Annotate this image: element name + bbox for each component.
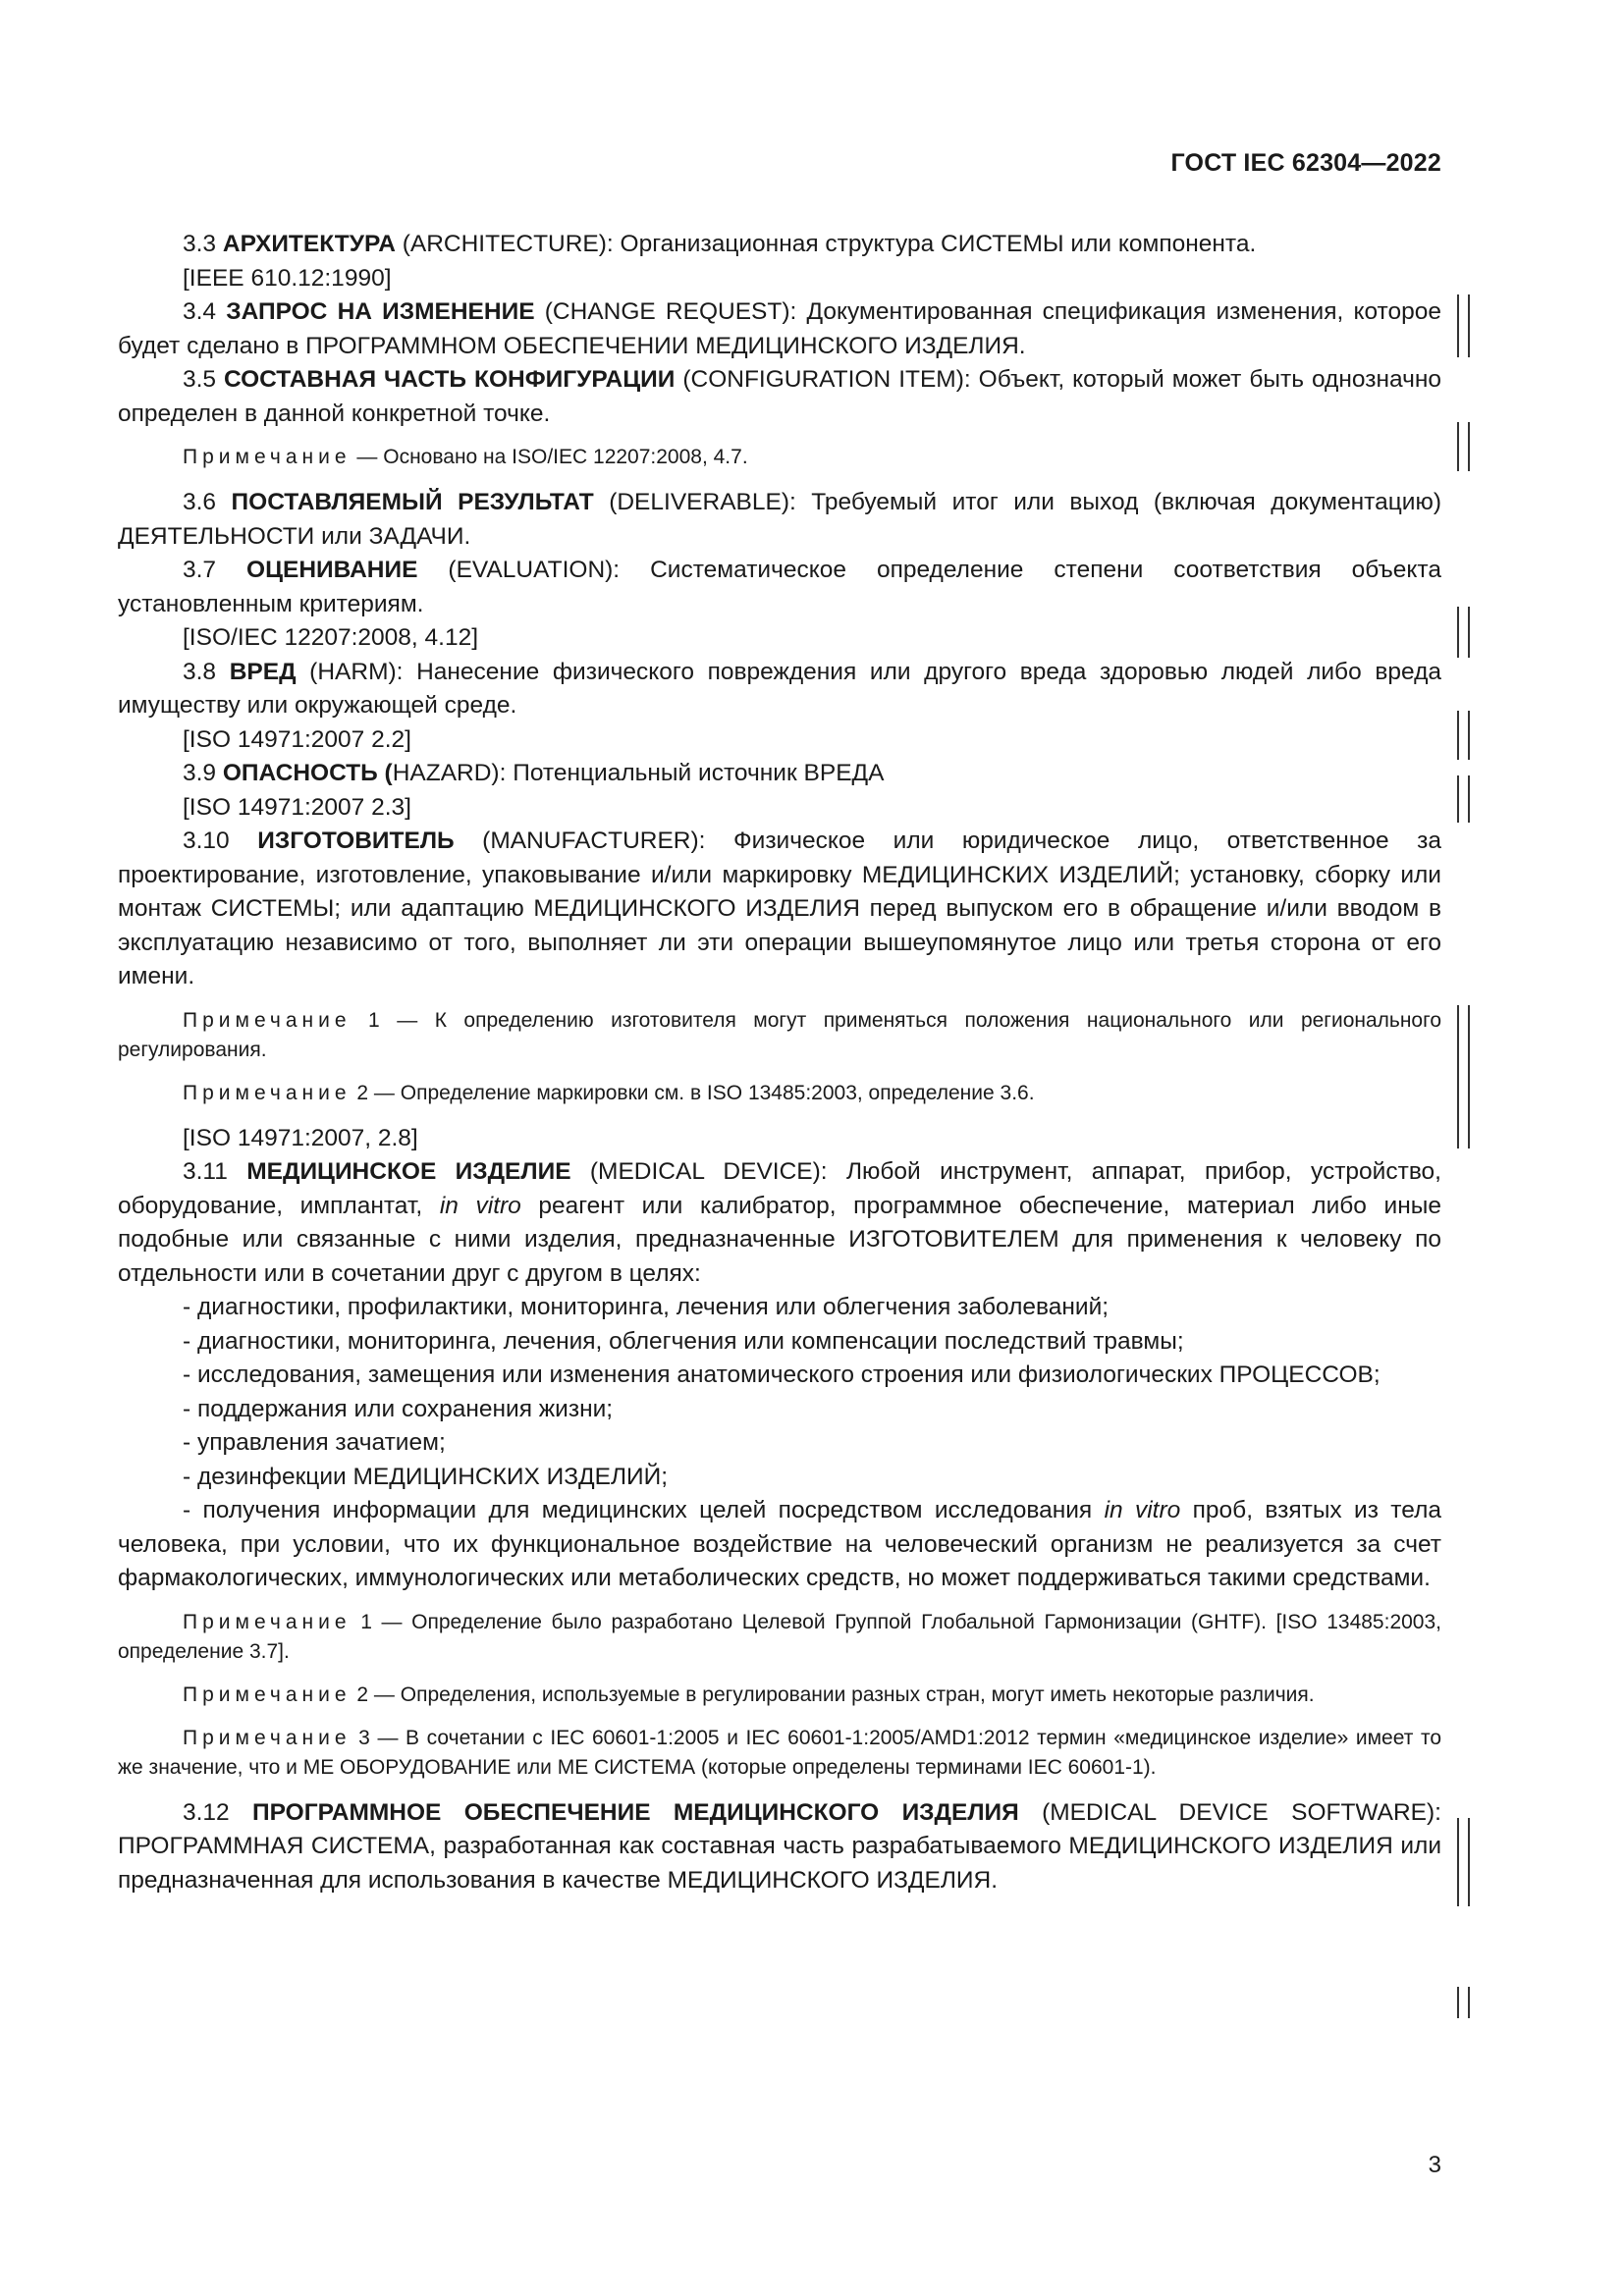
change-bar [1457,711,1470,760]
note-text: 1 — К определению изготовителя могут применяться положения национального или регионального регулирования. [118,1008,1441,1061]
term-title: ОЦЕНИВАНИЕ [246,557,418,583]
note-label: Примечание [183,1081,352,1104]
list-item: - диагностики, профилактики, мониторинга, лечения или облегчения заболеваний; [183,1294,1110,1320]
term-definition: (HARM): Нанесение физического повреждения или другого вреда здоровью людей либо вреда имуществу или окружающей среде. [118,658,1441,719]
term-3-5 [118,363,1441,431]
term-3-10 [118,825,1441,994]
note-text: — Основано на ISO/IEC 12207:2008, 4.7. [351,446,748,468]
term-number: 3.5 [183,366,225,393]
italic-term: in vitro [1104,1497,1181,1523]
reference-3-8: [ISO 14971:2007 2.2] [183,725,411,753]
term-3-9 [118,757,1441,791]
list-item: - диагностики, мониторинга, лечения, облегчения или компенсации последствий травмы; [183,1327,1184,1355]
term-number: 3.12 [183,1798,253,1826]
term-number: 3.10 [183,828,258,854]
term-3-4 [118,295,1441,363]
term-definition: HAZARD): Потенциальный источник ВРЕДА [392,760,885,786]
document-number-header: ГОСТ IEC 62304—2022 [1170,149,1441,177]
term-definition: (ARCHITECTURE): Организационная структура СИСТЕМЫ или компонента. [395,231,1257,257]
page-content [118,228,1441,1897]
note-label: Примечание [183,1726,352,1749]
page-number: 3 [1428,2152,1441,2178]
term-3-7 [118,554,1441,621]
term-title: СОСТАВНАЯ ЧАСТЬ КОНФИГУРАЦИИ [224,366,676,393]
term-number: 3.4 [183,298,227,325]
term-definition: (CONFIGURATION ITEM): Объект, который может быть однозначно определен в данной конкретной точке. [118,366,1441,427]
term-title: МЕДИЦИНСКОЕ ИЗДЕЛИЕ [246,1158,571,1185]
term-number: 3.6 [183,489,232,515]
term-title: ПРОГРАММНОЕ ОБЕСПЕЧЕНИЕ МЕДИЦИНСКОГО ИЗДЕЛИЯ [252,1798,1019,1826]
list-item: - дезинфекции МЕДИЦИНСКИХ ИЗДЕЛИЙ; [183,1463,669,1490]
note-3-10-2 [118,1079,1441,1108]
term-number: 3.8 [183,658,230,685]
term-number: 3.11 [183,1158,247,1185]
term-definition: (MEDICAL DEVICE): Любой инструмент, аппарат, прибор, устройство, оборудование, имплантат, [118,1158,1441,1219]
note-label: Примечание [183,446,352,468]
change-bar [1457,422,1470,471]
note-3-5 [118,443,1441,472]
reference-3-9: [ISO 14971:2007 2.3] [183,793,411,821]
note-text: 3 — В сочетании с IEC 60601-1:2005 и IEC 60601-1:2005/AMD1:2012 термин «медицинское изделие» имеет то же значение, что и МЕ ОБОРУДОВАНИЕ или МЕ СИСТЕМА (которые определены терминами IEC 60601-1). [118,1726,1441,1779]
change-bar [1457,607,1470,658]
term-definition: (EVALUATION): Систематическое определение степени соответствия объекта установленным критериям. [118,557,1441,617]
note-text: 1 — Определение было разработано Целевой Группой Глобальной Гармонизации (GHTF). [ISO 13485:2003, определение 3.7]. [118,1610,1441,1663]
change-bar [1457,294,1470,357]
list-item-text-cont: проб, взятых из тела человека, при условии, что их функциональное воздействие на человеческий организм не реализуется за счет фармакологических, иммунологических или метаболических средств, но может поддерживаться такими средствами. [118,1497,1441,1591]
term-definition: (DELIVERABLE): Требуемый итог или выход (включая документацию) ДЕЯТЕЛЬНОСТИ или ЗАДАЧИ. [118,489,1441,550]
note-3-11-2 [118,1681,1441,1710]
note-label: Примечание [183,1682,352,1706]
change-bar [1457,1987,1470,2018]
list-item [118,1494,1441,1596]
term-3-11 [118,1155,1441,1291]
note-3-11-3 [118,1724,1441,1783]
change-bar [1457,775,1470,823]
term-definition: (MEDICAL DEVICE SOFTWARE): ПРОГРАММНАЯ СИСТЕМА, разработанная как составная часть разрабатываемого МЕДИЦИНСКОГО ИЗДЕЛИЯ или предназначенная для использования в качестве МЕДИЦИНСКОГО ИЗДЕЛИЯ. [118,1798,1441,1894]
note-3-10-1 [118,1006,1441,1065]
reference-3-10: [ISO 14971:2007, 2.8] [183,1124,418,1151]
list-item: - поддержания или сохранения жизни; [183,1395,614,1422]
note-text: 2 — Определения, используемые в регулировании разных стран, могут иметь некоторые различия. [351,1682,1315,1706]
term-number: 3.7 [183,557,247,583]
note-label: Примечание [183,1610,352,1633]
term-definition: (CHANGE REQUEST): Документированная спецификация изменения, которое будет сделано в ПРОГРАММНОМ ОБЕСПЕЧЕНИИ МЕДИЦИНСКОГО ИЗДЕЛИЯ. [118,298,1442,359]
term-title: ВРЕД [229,658,297,685]
term-3-12 [118,1796,1441,1898]
term-title: АРХИТЕКТУРА [222,231,396,257]
term-title: ЗАПРОС НА ИЗМЕНЕНИЕ [226,298,535,325]
reference-3-3: [IEEE 610.12:1990] [183,264,392,292]
note-label: Примечание [183,1008,352,1032]
term-number: 3.3 [183,231,223,257]
note-3-11-1 [118,1608,1441,1667]
term-title: ПОСТАВЛЯЕМЫЙ РЕЗУЛЬТАТ [231,489,594,515]
term-title: ОПАСНОСТЬ ( [222,760,393,786]
term-definition-cont: реагент или калибратор, программное обеспечение, материал либо иные подобные или связанные с ними изделия, предназначенные ИЗГОТОВИТЕЛЕМ для применения к человеку по отдельности или в сочетании друг с другом в целях: [118,1192,1441,1287]
term-definition: (MANUFACTURER): Физическое или юридическое лицо, ответственное за проектирование, изготовление, упаковывание и/или маркировку МЕДИЦИНСКИХ ИЗДЕЛИЙ; установку, сборку или монтаж СИСТЕМЫ; или адаптацию МЕДИЦИНСКОГО ИЗДЕЛИЯ перед выпуском его в обращение и/или вводом в эксплуатацию независимо от того, выполняет ли эти операции вышеупомянутое лицо или третья сторона от его имени. [118,828,1442,989]
term-3-8 [118,656,1441,723]
change-bar [1457,1818,1470,1906]
term-3-3 [118,228,1441,262]
note-text: 2 — Определение маркировки см. в ISO 13485:2003, определение 3.6. [351,1081,1035,1104]
term-3-6 [118,486,1441,554]
list-item: - исследования, замещения или изменения анатомического строения или физиологических ПРОЦЕССОВ; [183,1362,1380,1388]
list-item: - управления зачатием; [183,1429,446,1456]
term-number: 3.9 [183,760,223,786]
reference-3-7: [ISO/IEC 12207:2008, 4.12] [183,624,479,651]
term-title: ИЗГОТОВИТЕЛЬ [257,828,455,854]
change-bar [1457,1005,1470,1148]
list-item-text: - получения информации для медицинских целей посредством исследования [183,1497,1105,1523]
italic-term: in vitro [439,1192,521,1219]
